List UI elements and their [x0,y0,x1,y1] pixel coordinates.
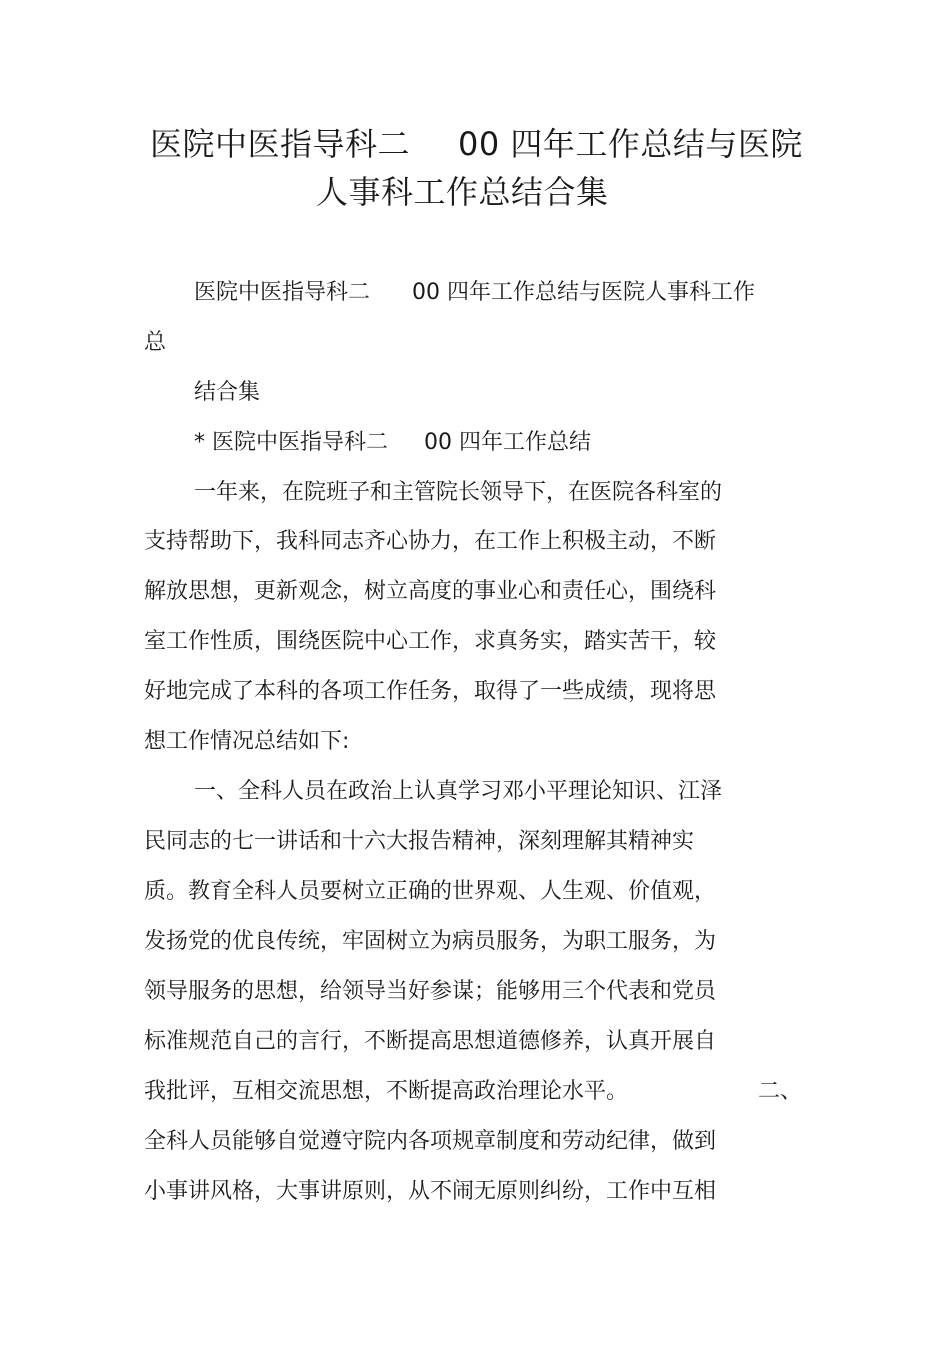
paragraph-line: 民同志的七一讲话和十六大报告精神，深刻理解其精神实 [144,829,695,854]
subtitle-end: 结合集 [194,380,261,405]
paragraph-line: 室工作性质，围绕医院中心工作，求真务实，踏实苦干，较 [144,629,717,654]
section-heading-part-a: * 医院中医指导科二 [194,430,388,455]
paragraph-line: 发扬党的优良传统，牢固树立为病员服务，为职工服务，为 [144,929,717,954]
subtitle-line [194,278,755,308]
paragraph-line: 全科人员能够自觉遵守院内各项规章制度和劳动纪律，做到 [144,1129,717,1154]
paragraph-line: 一、全科人员在政治上认真学习邓小平理论知识、江泽 [194,779,723,804]
paragraph-line: 小事讲风格，大事讲原则，从不闹无原则纠纷，工作中互相 [144,1179,717,1204]
document-title-line-1 [150,124,803,164]
paragraph-line: 好地完成了本科的各项工作任务，取得了一些成绩，现将思 [144,679,717,704]
section-heading [194,428,591,458]
paragraph-line: 我批评，互相交流思想，不断提高政治理论水平。 [144,1079,629,1104]
subtitle-part-a: 医院中医指导科二 [194,280,371,305]
paragraph-line: 一年来，在院班子和主管院长领导下，在医院各科室的 [194,480,723,505]
paragraph-line: 标准规范自己的言行，不断提高思想道德修养，认真开展自 [144,1029,717,1054]
paragraph-line: 解放思想，更新观念，树立高度的事业心和责任心，围绕科 [144,579,717,604]
subtitle-wrap: 总 [144,330,167,355]
section-number: 二、 [758,1079,803,1104]
paragraph-line: 领导服务的思想，给领导当好参谋；能够用三个代表和党员 [144,979,717,1004]
document-title-line-2: 人事科工作总结合集 [316,173,609,211]
paragraph-line: 支持帮助下，我科同志齐心协力，在工作上积极主动，不断 [144,529,717,554]
paragraph-line: 质。教育全科人员要树立正确的世界观、人生观、价值观， [144,879,717,904]
title-part-b: 00 四年工作总结与医院 [458,125,803,163]
subtitle-part-b: 00 四年工作总结与医院人事科工作 [412,280,756,305]
paragraph-line: 想工作情况总结如下: [144,729,350,754]
section-heading-part-b: 00 四年工作总结 [424,430,591,455]
title-part-a: 医院中医指导科二 [150,125,411,163]
